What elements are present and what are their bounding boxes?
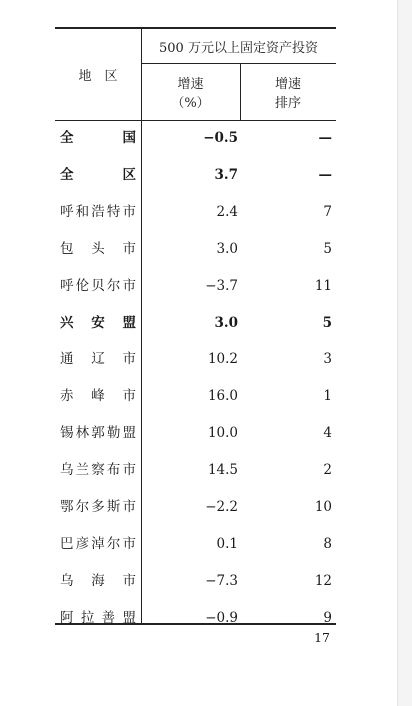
header-mid-rule (141, 63, 336, 64)
row-region: 全 区 (60, 167, 136, 183)
row-growth: 3.7 (214, 167, 238, 183)
row-growth: 3.0 (214, 315, 238, 331)
row-rank: 11 (314, 278, 332, 294)
header-rank-line2: 排序 (274, 96, 301, 111)
row-region: 乌 兰 察 布 市 (60, 462, 136, 478)
row-growth: 16.0 (207, 388, 238, 404)
row-region: 全 国 (60, 130, 136, 146)
row-growth: 10.2 (207, 351, 238, 367)
row-region: 呼 伦 贝 尔 市 (60, 278, 136, 294)
row-region: 阿 拉 善 盟 (60, 610, 136, 626)
row-region: 锡 林 郭 勒 盟 (60, 425, 136, 441)
header-rank-line1: 增速 (274, 77, 301, 92)
row-region: 赤 峰 市 (60, 388, 136, 404)
row-rank: 4 (323, 425, 332, 441)
row-region: 通 辽 市 (60, 351, 136, 367)
row-rank: 8 (323, 536, 332, 552)
row-growth: −3.7 (205, 278, 238, 294)
row-growth: 10.0 (207, 425, 238, 441)
row-rank: 3 (323, 351, 332, 367)
row-rank: — (318, 167, 332, 183)
row-rank: 5 (323, 241, 332, 257)
header-growth-line2: （%） (171, 96, 210, 111)
row-growth: −7.3 (205, 573, 238, 589)
row-region: 兴 安 盟 (60, 315, 136, 331)
row-rank: 7 (323, 204, 332, 220)
row-rank: 1 (323, 388, 332, 404)
header-bottom-rule (55, 120, 336, 121)
page-number: 17 (314, 630, 330, 645)
table-top-rule (55, 27, 336, 29)
region-column-divider (141, 27, 142, 623)
row-growth: −0.9 (205, 610, 238, 626)
row-rank: 2 (323, 462, 332, 478)
row-rank: — (318, 130, 332, 146)
row-region: 乌 海 市 (60, 573, 136, 589)
row-region: 包 头 市 (60, 241, 136, 257)
row-rank: 5 (322, 315, 332, 331)
row-growth: 0.1 (216, 536, 238, 552)
row-growth: −0.5 (203, 130, 238, 146)
row-region: 巴 彦 淖 尔 市 (60, 536, 136, 552)
row-growth: 2.4 (216, 204, 238, 220)
row-region: 呼 和 浩 特 市 (60, 204, 136, 220)
header-fixed-asset-investment: 500 万元以上固定资产投资 (159, 41, 318, 56)
row-growth: 3.0 (216, 241, 238, 257)
row-growth: 14.5 (207, 462, 238, 478)
row-rank: 12 (314, 573, 332, 589)
row-region: 鄂 尔 多 斯 市 (60, 499, 136, 515)
scrollbar[interactable] (397, 0, 412, 706)
row-rank: 10 (314, 499, 332, 515)
header-region: 地 区 (78, 69, 118, 84)
header-growth-line1: 增速 (177, 77, 204, 92)
row-growth: −2.2 (205, 499, 238, 515)
row-rank: 9 (323, 610, 332, 626)
